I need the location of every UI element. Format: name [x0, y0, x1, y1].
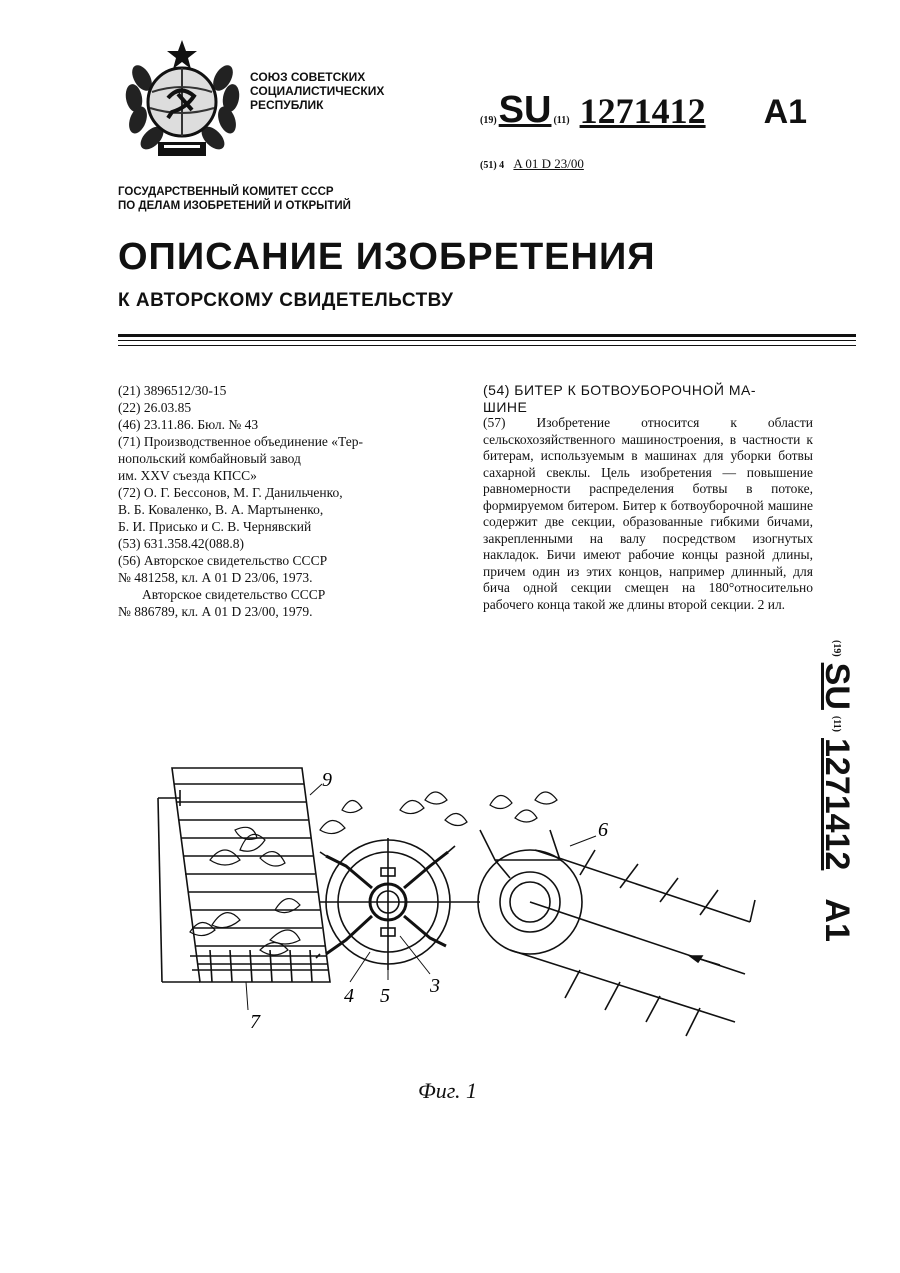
biblio-line: (21) 3896512/30-15 — [118, 383, 227, 398]
org-line: СОЦИАЛИСТИЧЕСКИХ — [250, 84, 385, 98]
committee-line: ГОСУДАРСТВЕННЫЙ КОМИТЕТ СССР — [118, 186, 334, 198]
ipc-value: A 01 D 23/00 — [513, 156, 584, 171]
ipc-code-label: (51) 4 — [480, 160, 505, 171]
beet-tops — [190, 827, 300, 955]
label-7: 7 — [250, 1011, 260, 1033]
side-country-code: SU — [818, 662, 856, 710]
document-subtitle: К АВТОРСКОМУ СВИДЕТЕЛЬСТВУ — [118, 290, 454, 311]
kind-code: A1 — [763, 93, 808, 131]
committee-line: ПО ДЕЛАМ ИЗОБРЕТЕНИЙ И ОТКРЫТИЙ — [118, 200, 351, 212]
biblio-line: № 886789, кл. А 01 D 23/00, 1979. — [118, 604, 313, 619]
label-6: 6 — [598, 819, 608, 841]
falling-beet-tops — [320, 792, 557, 834]
side-number-code-label: (11) — [831, 715, 842, 733]
emblem-star — [167, 40, 197, 69]
country-code-label: (19) — [480, 115, 497, 126]
conveyor-slats — [174, 784, 327, 964]
label-3: 3 — [430, 975, 440, 997]
flail — [404, 916, 446, 946]
invention-title-line: (54) БИТЕР К БОТВОУБОРОЧНОЙ МА- — [483, 382, 756, 398]
separator-rule — [118, 334, 856, 337]
label-5: 5 — [380, 985, 390, 1007]
side-kind-code: A1 — [818, 898, 856, 942]
biblio-line: № 481258, кл. А 01 D 23/06, 1973. — [118, 570, 313, 585]
org-line: РЕСПУБЛИК — [250, 98, 324, 112]
patent-number-block — [480, 82, 807, 132]
conveyor-grid — [190, 950, 328, 982]
country-code: SU — [498, 89, 552, 131]
org-name — [250, 70, 384, 112]
biblio-line: (56) Авторское свидетельство СССР — [118, 553, 328, 568]
conveyor-frame — [158, 768, 330, 982]
beater-assembly — [316, 838, 480, 970]
separator-rule — [118, 345, 856, 346]
flail — [326, 916, 372, 954]
biblio-line: (22) 26.03.85 — [118, 400, 192, 415]
invention-title-line: ШИНЕ — [483, 398, 528, 415]
abstract — [483, 382, 813, 613]
number-code-label: (11) — [553, 115, 570, 126]
label-9: 9 — [322, 769, 332, 791]
abstract-text: (57) Изобретение относится к области сельскохозяйственного машиностроения, в частности к битерам, используемым в машинах для уборки ботвы сахарной свеклы. Цель изобретения — повышение равномерности распределения ботвы в потоке, формируемом битером. Битер к ботвоуборочной машине содержит две секции, образованные гибкими бичами, закрепленными на валу посредством изогнутых накладок. Бичи имеют рабочие концы разной длины, причем один из этих концов, например длинный, для бича одной секции смещен на 180°относительно рабочего конца такой же длины второй секции. 2 ил. — [483, 415, 813, 612]
biblio-line: В. Б. Коваленко, В. А. Мартыненко, — [118, 502, 324, 517]
ussr-emblem — [120, 38, 245, 163]
biblio-line: Б. И. Присько и С. В. Чернявский — [118, 519, 312, 534]
patent-number: 1271412 — [579, 91, 706, 131]
biblio-line: (71) Производственное объединение «Тер- — [118, 434, 364, 449]
side-patent-number-value: 1271412 — [818, 738, 856, 871]
ipc-classification — [480, 156, 584, 172]
side-patent-number — [810, 640, 860, 1030]
biblio-line: нопольский комбайновый завод — [118, 451, 301, 466]
biblio-line: им. XXV съезда КПСС» — [118, 468, 257, 483]
figure-caption: Фиг. 1 — [418, 1078, 477, 1103]
side-country-code-label: (19) — [831, 640, 842, 657]
bibliographic-data — [118, 382, 468, 620]
biblio-line: Авторское свидетельство СССР — [142, 587, 326, 602]
biblio-line: (72) О. Г. Бессонов, М. Г. Данильченко, — [118, 485, 343, 500]
label-4: 4 — [344, 985, 354, 1007]
figure-drawing — [150, 760, 790, 1050]
separator-rule — [118, 340, 856, 341]
document-title: ОПИСАНИЕ ИЗОБРЕТЕНИЯ — [118, 236, 656, 278]
invention-title — [483, 382, 813, 415]
committee-name — [118, 185, 351, 213]
emblem-ribbon — [158, 142, 206, 156]
leader-lines — [246, 784, 596, 1010]
feed-roller — [478, 850, 755, 1036]
biblio-line: (46) 23.11.86. Бюл. № 43 — [118, 417, 259, 432]
biblio-line: (53) 631.358.42(088.8) — [118, 536, 244, 551]
org-line: СОЮЗ СОВЕТСКИХ — [250, 70, 366, 84]
